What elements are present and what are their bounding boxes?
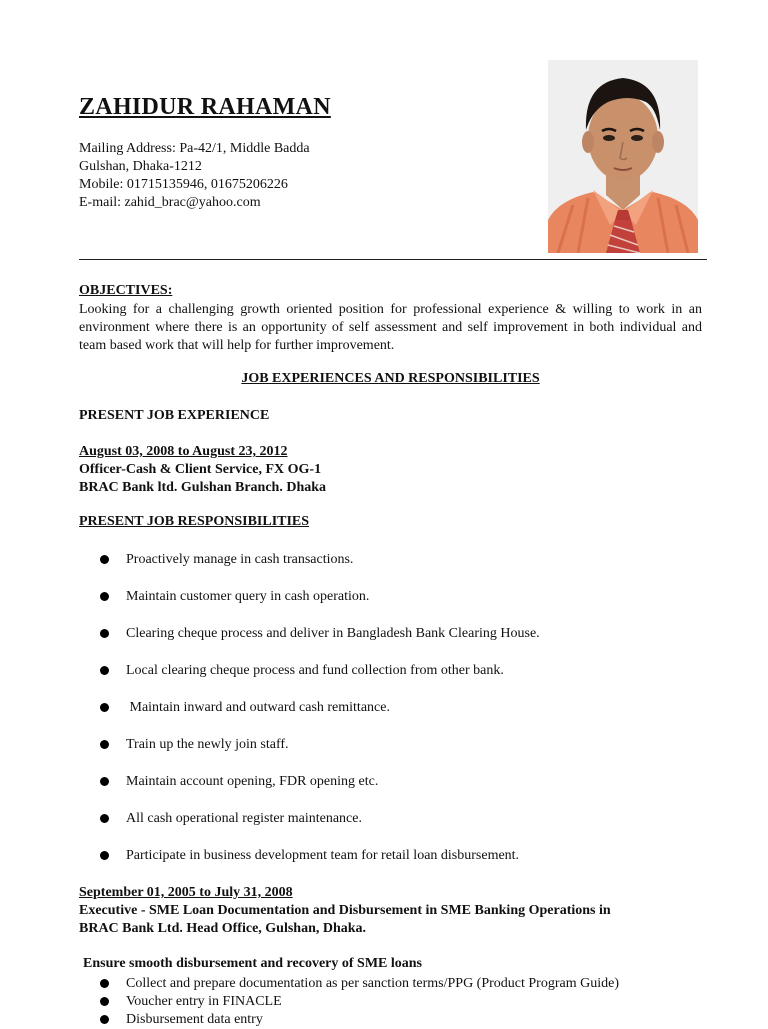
list-item: Local clearing cheque process and fund collection from other bank. (100, 662, 540, 699)
list-item: Voucher entry in FINACLE (100, 993, 619, 1011)
bullet-icon (100, 666, 109, 675)
bullet-icon (100, 740, 109, 749)
sme-duties-heading: Ensure smooth disbursement and recovery of SME loans (83, 956, 423, 971)
experience-section-title: JOB EXPERIENCES AND RESPONSIBILITIES (241, 371, 540, 386)
list-item: Disbursement data entry (100, 1011, 619, 1029)
bullet-icon (100, 555, 109, 564)
job-company: BRAC Bank ltd. Gulshan Branch. Dhaka (79, 480, 327, 495)
list-item: Clearing cheque process and deliver in Bangladesh Bank Clearing House. (100, 625, 540, 662)
address-line-2: Gulshan, Dhaka-1212 (79, 159, 202, 174)
job-entry-current (79, 443, 326, 497)
candidate-name: ZAHIDUR RAHAMAN (79, 94, 331, 120)
bullet-icon (100, 592, 109, 601)
list-item: Maintain customer query in cash operation. (100, 588, 540, 625)
bullet-icon (100, 979, 109, 988)
list-item: Participate in business development team for retail loan disbursement. (100, 847, 540, 884)
email-address: E-mail: zahid_brac@yahoo.com (79, 195, 261, 210)
contact-block (79, 140, 310, 212)
objectives-text: Looking for a challenging growth oriented position for professional experience & willing to work in an environment where there is an opportunity of self assessment and self improvement in both individual and team based work that will help for further improvement. (79, 302, 702, 353)
mobile-numbers: Mobile: 01715135946, 01675206226 (79, 177, 288, 192)
list-item: Maintain account opening, FDR opening etc. (100, 773, 540, 810)
bullet-icon (100, 703, 109, 712)
job-title-line-1: Executive - SME Loan Documentation and Disbursement in SME Banking Operations in (79, 903, 611, 918)
bullet-icon (100, 1015, 109, 1024)
job-title: Officer-Cash & Client Service, FX OG-1 (79, 462, 322, 477)
address-line-1: Mailing Address: Pa-42/1, Middle Badda (79, 141, 310, 156)
list-item: Collect and prepare documentation as per sanction terms/PPG (Product Program Guide) (100, 975, 619, 993)
job-dates: August 03, 2008 to August 23, 2012 (79, 444, 288, 459)
list-item: All cash operational register maintenance. (100, 810, 540, 847)
responsibilities-list (100, 551, 540, 884)
responsibilities-heading: PRESENT JOB RESPONSIBILITIES (79, 514, 310, 529)
bullet-icon (100, 777, 109, 786)
sme-duties-list (100, 975, 619, 1029)
bullet-icon (100, 814, 109, 823)
bullet-icon (100, 997, 109, 1006)
job-entry-previous (79, 884, 702, 938)
job-dates: September 01, 2005 to July 31, 2008 (79, 885, 293, 900)
header-divider (79, 259, 707, 260)
present-job-heading: PRESENT JOB EXPERIENCE (79, 408, 270, 423)
list-item: Train up the newly join staff. (100, 736, 540, 773)
objectives-heading: OBJECTIVES: (79, 283, 173, 298)
job-title-line-2: BRAC Bank Ltd. Head Office, Gulshan, Dhaka. (79, 921, 367, 936)
bullet-icon (100, 851, 109, 860)
list-item: Maintain inward and outward cash remittance. (100, 699, 540, 736)
list-item: Proactively manage in cash transactions. (100, 551, 540, 588)
bullet-icon (100, 629, 109, 638)
profile-photo (548, 60, 698, 253)
